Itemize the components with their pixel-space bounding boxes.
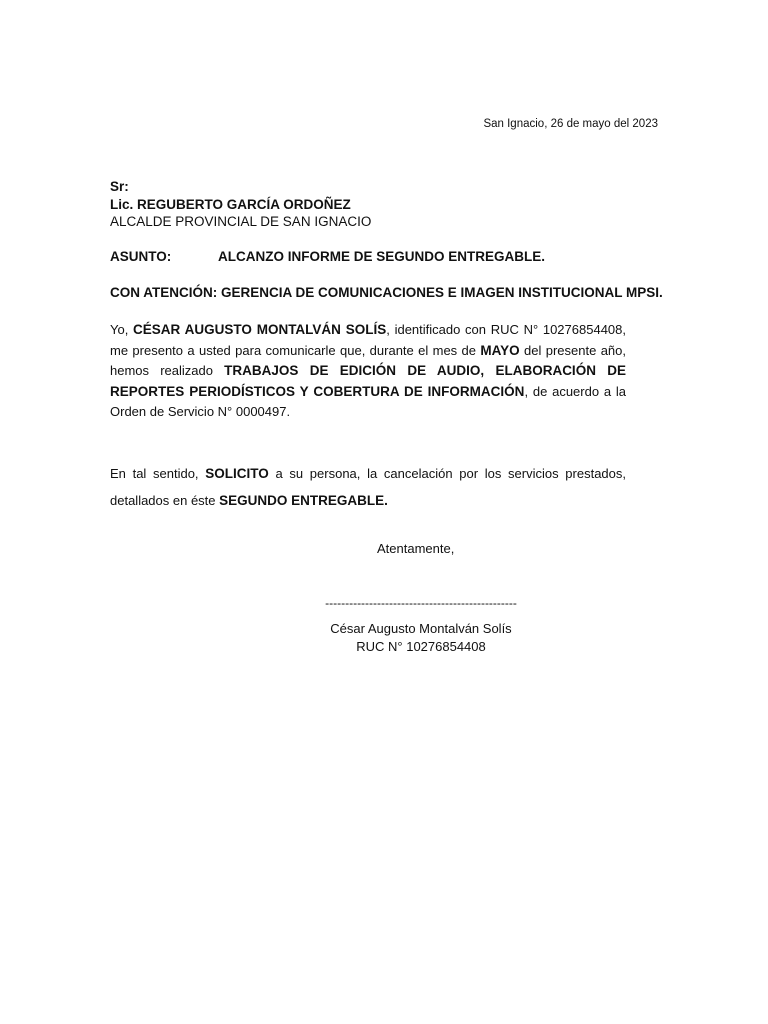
addressee-salutation: Sr: bbox=[110, 179, 129, 194]
deliverable-bold: SEGUNDO ENTREGABLE. bbox=[219, 493, 388, 508]
body-paragraph-2 bbox=[110, 460, 626, 514]
addressee-name: Lic. REGUBERTO GARCÍA ORDOÑEZ bbox=[110, 196, 351, 212]
work-description-bold: TRABAJOS DE EDICIÓN DE AUDIO, ELABORACIÓN DE REPORTES PERIODÍSTICOS Y COBERTURA DE INFORMACIÓN bbox=[110, 363, 627, 399]
request-bold: SOLICITO bbox=[205, 466, 269, 481]
attention-line: CON ATENCIÓN: GERENCIA DE COMUNICACIONES E IMAGEN INSTITUCIONAL MPSI. bbox=[110, 285, 663, 300]
signature-line: ------------------------------------------------ bbox=[325, 596, 517, 610]
body-text: Yo, bbox=[110, 322, 134, 337]
signature-ruc: RUC N° 10276854408 bbox=[356, 639, 486, 654]
letter-date: San Ignacio, 26 de mayo del 2023 bbox=[483, 118, 658, 130]
body-paragraph-1 bbox=[110, 320, 626, 423]
addressee-position: ALCALDE PROVINCIAL DE SAN IGNACIO bbox=[110, 214, 372, 229]
closing-text: Atentamente, bbox=[377, 541, 455, 556]
subject-line bbox=[110, 249, 545, 264]
subject-text: ALCANZO INFORME DE SEGUNDO ENTREGABLE. bbox=[218, 249, 546, 264]
subject-label: ASUNTO: bbox=[110, 249, 172, 264]
month-bold: MAYO bbox=[480, 342, 520, 358]
body-text: , de acuerdo a la Orden de Servicio N° 0000497. bbox=[110, 383, 626, 419]
sender-name-bold: CÉSAR AUGUSTO MONTALVÁN SOLÍS bbox=[133, 322, 387, 337]
signature-block bbox=[300, 594, 542, 656]
signature-name: César Augusto Montalván Solís bbox=[330, 621, 512, 636]
body-text: , identificado con RUC N° 10276854408, me presento a usted para comunicarle que, durante el mes de bbox=[110, 322, 626, 358]
body-text: En tal sentido, bbox=[110, 466, 206, 481]
addressee-block bbox=[110, 178, 371, 231]
body-text: a su persona, la cancelación por los servicios prestados, detallados en éste bbox=[110, 466, 626, 508]
body-text: del presente año, hemos realizado bbox=[110, 342, 627, 378]
